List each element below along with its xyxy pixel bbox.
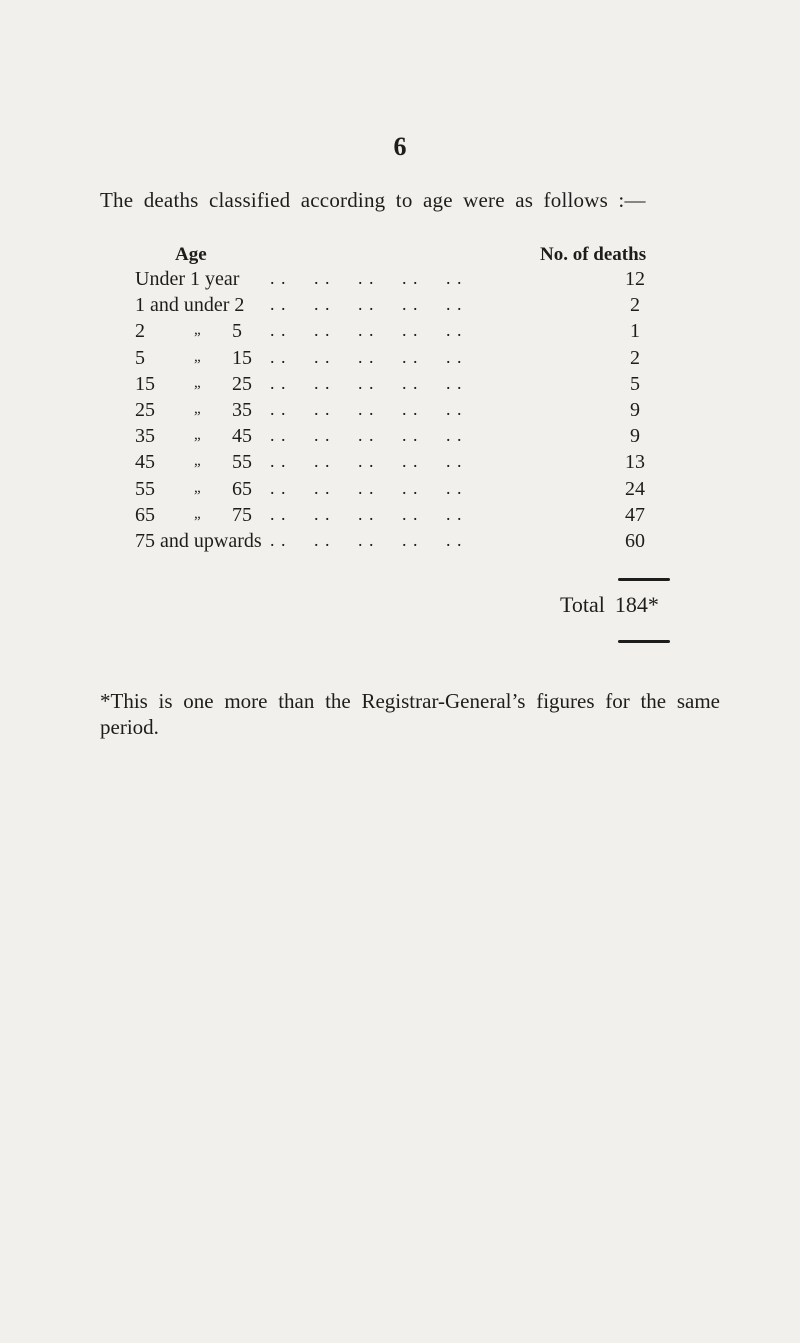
- dot-leader: . . . . . . . . . .: [270, 451, 463, 472]
- age-to: 75: [232, 503, 252, 526]
- deaths-count: 24: [625, 477, 645, 500]
- footnote: *This is one more than the Registrar-General’s figures for the same period.: [100, 689, 720, 739]
- dot-leader: . . . . . . . . . .: [270, 425, 463, 446]
- ditto-mark: „: [194, 453, 201, 470]
- table-row: [0, 294, 800, 322]
- age-group-label: Under 1 year: [135, 268, 240, 290]
- dot-leader: . . . . . . . . . .: [270, 372, 463, 393]
- rule-below-total: [618, 640, 670, 643]
- deaths-count: 60: [625, 530, 645, 552]
- dot-leader: . . . . . . . . . .: [270, 346, 463, 367]
- ditto-mark: „: [194, 401, 201, 417]
- page-number: 6: [393, 132, 407, 161]
- age-to: 15: [232, 346, 252, 369]
- age-from: 15: [135, 372, 155, 395]
- table-row: [0, 451, 800, 479]
- deaths-count: 9: [630, 399, 640, 421]
- deaths-count: 1: [630, 320, 640, 343]
- dot-leader: . . . . . . . . . .: [270, 477, 463, 498]
- table-row: [0, 504, 800, 532]
- table-row: [0, 399, 800, 427]
- age-group-label: 1 and under 2: [135, 294, 245, 317]
- age-from: 35: [135, 425, 155, 448]
- deaths-count: 2: [630, 294, 640, 317]
- table-row: [0, 478, 800, 506]
- dot-leader: . . . . . . . . . .: [270, 268, 463, 288]
- deaths-count: 2: [630, 346, 640, 369]
- age-to: 45: [232, 425, 252, 448]
- age-from: 65: [135, 503, 155, 526]
- deaths-count: 13: [625, 451, 645, 474]
- table-row: [0, 268, 800, 296]
- dot-leader: . . . . . . . . . .: [270, 320, 463, 341]
- dot-leader: . . . . . . . . . .: [270, 294, 463, 315]
- table-row: [0, 530, 800, 558]
- ditto-mark: „: [194, 427, 201, 444]
- age-to: 65: [232, 477, 252, 500]
- table-row: [0, 320, 800, 348]
- age-from: 25: [135, 399, 155, 421]
- rule-above-total: [618, 578, 670, 581]
- table-row: [0, 347, 800, 375]
- deaths-count: 5: [630, 372, 640, 395]
- deaths-count: 9: [630, 425, 640, 448]
- age-to: 35: [232, 399, 252, 421]
- age-to: 25: [232, 372, 252, 395]
- age-group-label: 75 and upwards: [135, 530, 262, 552]
- age-from: 5: [135, 346, 145, 369]
- ditto-mark: „: [194, 505, 201, 522]
- total-value: 184*: [614, 592, 659, 617]
- age-from: 2: [135, 320, 145, 343]
- age-column-header: Age: [175, 244, 207, 265]
- intro-text: The deaths classified according to age were as follows :—: [100, 188, 646, 212]
- deaths-count: 47: [625, 503, 645, 526]
- total-label: Total: [560, 592, 605, 617]
- ditto-mark: „: [194, 348, 201, 365]
- dot-leader: . . . . . . . . . .: [270, 503, 463, 524]
- age-from: 55: [135, 477, 155, 500]
- deaths-column-header: No. of deaths: [540, 244, 647, 265]
- age-to: 5: [232, 320, 242, 343]
- table-row: [0, 425, 800, 453]
- age-to: 55: [232, 451, 252, 474]
- ditto-mark: „: [194, 374, 201, 391]
- total-line: [560, 592, 659, 618]
- dot-leader: . . . . . . . . . .: [270, 399, 463, 419]
- ditto-mark: „: [194, 322, 201, 339]
- ditto-mark: „: [194, 479, 201, 496]
- dot-leader: . . . . . . . . . .: [270, 530, 463, 550]
- table-row: [0, 373, 800, 401]
- deaths-count: 12: [625, 268, 645, 290]
- age-from: 45: [135, 451, 155, 474]
